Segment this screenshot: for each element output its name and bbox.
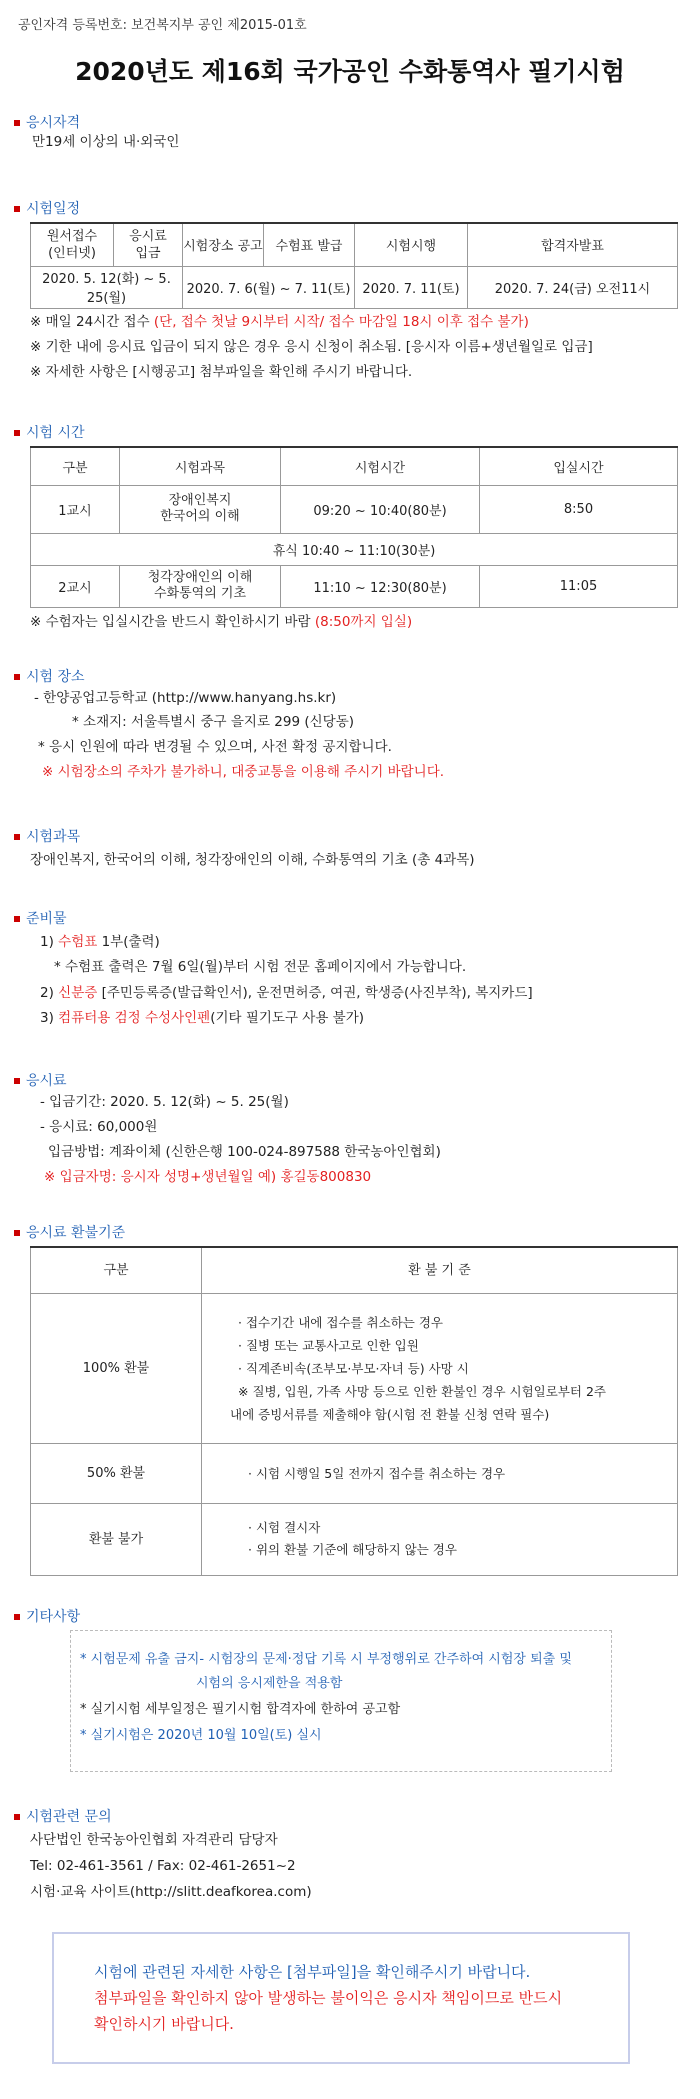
refund-100-label: 100% 환불 — [31, 1293, 202, 1443]
subjects-text: 장애인복지, 한국어의 이해, 청각장애인의 이해, 수화통역의 기초 (총 4과목) — [30, 852, 475, 868]
bullet-icon — [14, 430, 20, 436]
schedule-exam-date: 2020. 7. 11(토) — [355, 266, 468, 308]
refund-header-criteria: 환 불 기 준 — [202, 1247, 678, 1293]
place-address: * 소재지: 서울특별시 중구 을지로 299 (신당동) — [72, 714, 355, 730]
bullet-icon — [14, 1230, 20, 1236]
eligibility-text: 만19세 이상의 내·외국인 — [32, 134, 180, 150]
schedule-header-apply: 원서접수 (인터넷) — [31, 223, 114, 266]
time-header-subject: 시험과목 — [120, 447, 281, 485]
section-heading-place: 시험 장소 — [14, 666, 85, 686]
section-heading-time: 시험 시간 — [14, 422, 85, 442]
schedule-note-1: ※ 매일 24시간 접수 (단, 접수 첫날 9시부터 시작/ 접수 마감일 18시 이후 접수 불가) — [30, 314, 529, 330]
time-table — [30, 446, 678, 608]
refund-50-label: 50% 환불 — [31, 1443, 202, 1503]
section-heading-eligibility: 응시자격 — [14, 112, 80, 132]
schedule-apply-period: 2020. 5. 12(화) ~ 5. 25(월) — [31, 266, 183, 308]
schedule-header-result: 합격자발표 — [468, 223, 678, 266]
place-parking-note: ※ 시험장소의 주차가 불가하니, 대중교통을 이용해 주시기 바랍니다. — [42, 764, 445, 780]
time-subject-1: 장애인복지 한국어의 이해 — [120, 485, 281, 533]
schedule-note-3: ※ 자세한 사항은 [시행공고] 첨부파일을 확인해 주시기 바랍니다. — [30, 364, 413, 380]
contact-phone: Tel: 02-461-3561 / Fax: 02-461-2651~2 — [30, 1858, 296, 1874]
fee-depositor-note: ※ 입금자명: 응시자 성명+생년월일 예) 홍길동800830 — [44, 1169, 372, 1185]
bullet-icon — [14, 1614, 20, 1620]
schedule-header-fee: 응시료 입금 — [114, 223, 183, 266]
section-heading-contact: 시험관련 문의 — [14, 1806, 112, 1826]
schedule-header-exam: 시험시행 — [355, 223, 468, 266]
schedule-table — [30, 222, 678, 309]
bullet-icon — [14, 674, 20, 680]
time-period-2: 2교시 — [31, 565, 120, 607]
refund-none-label: 환불 불가 — [31, 1503, 202, 1575]
fee-period: - 입금기간: 2020. 5. 12(화) ~ 5. 25(월) — [40, 1094, 289, 1110]
section-heading-schedule: 시험일정 — [14, 198, 80, 218]
notice-line-3: 확인하시기 바랍니다. — [94, 2015, 234, 2033]
bullet-icon — [14, 1078, 20, 1084]
section-heading-refund: 응시료 환불기준 — [14, 1222, 125, 1242]
bullet-icon — [14, 916, 20, 922]
fee-amount: - 응시료: 60,000원 — [40, 1119, 158, 1135]
prep-ticket-note: * 수험표 출력은 7월 6일(월)부터 시험 전문 홈페이지에서 가능합니다. — [54, 959, 467, 975]
bullet-icon — [14, 120, 20, 126]
section-heading-prep: 준비물 — [14, 908, 67, 928]
notice-line-2: 첨부파일을 확인하지 않아 발생하는 불이익은 응시자 책임이므로 반드시 — [94, 1989, 563, 2007]
time-header-period: 구분 — [31, 447, 120, 485]
time-range-2: 11:10 ~ 12:30(80분) — [281, 565, 480, 607]
refund-header-type: 구분 — [31, 1247, 202, 1293]
bullet-icon — [14, 206, 20, 212]
refund-table — [30, 1246, 678, 1576]
time-subject-2: 청각장애인의 이해 수화통역의 기초 — [120, 565, 281, 607]
time-note: ※ 수험자는 입실시간을 반드시 확인하시기 바람 (8:50까지 입실) — [30, 614, 413, 630]
time-header-time: 시험시간 — [281, 447, 480, 485]
bullet-icon — [14, 834, 20, 840]
prep-item-ticket: 1) 수험표 1부(출력) — [40, 934, 160, 950]
refund-50-criteria: · 시험 시행일 5일 전까지 접수를 취소하는 경우 — [202, 1443, 678, 1503]
notice-line-1: 시험에 관련된 자세한 사항은 [첨부파일]을 확인해주시기 바랍니다. — [94, 1963, 531, 1981]
section-heading-subjects: 시험과목 — [14, 826, 80, 846]
section-heading-fee: 응시료 — [14, 1070, 67, 1090]
contact-org: 사단법인 한국농아인협회 자격관리 담당자 — [30, 1832, 278, 1848]
schedule-result-date: 2020. 7. 24(금) 오전11시 — [468, 266, 678, 308]
bullet-icon — [14, 1814, 20, 1820]
schedule-note-2: ※ 기한 내에 응시료 입금이 되지 않은 경우 응시 신청이 취소됨. [응시자 이름+생년월일로 입금] — [30, 339, 593, 355]
refund-none-criteria: · 시험 결시자 · 위의 환불 기준에 해당하지 않는 경우 — [202, 1503, 678, 1575]
section-heading-etc: 기타사항 — [14, 1606, 80, 1626]
prep-item-id: 2) 신분증 [주민등록증(발급확인서), 운전면허증, 여권, 학생증(사진부착), 복지카드] — [40, 985, 533, 1001]
time-entry-1: 8:50 — [480, 485, 678, 533]
time-header-entry: 입실시간 — [480, 447, 678, 485]
time-entry-2: 11:05 — [480, 565, 678, 607]
refund-100-criteria: · 접수기간 내에 접수를 취소하는 경우 · 질병 또는 교통사고로 인한 입원 · 직계존비속(조부모·부모·자녀 등) 사망 시 ※ 질병, 입원, 가족 사망 등으로 인한 환불인 경우 시험일로부터 2주 내에 증빙서류를 제출해야 함(시험 전 환불 신청 연락 필수) — [202, 1293, 678, 1443]
fee-method: 입금방법: 계좌이체 (신한은행 100-024-897588 한국농아인협회) — [48, 1144, 441, 1160]
page-title: 2020년도 제16회 국가공인 수화통역사 필기시험 — [75, 57, 625, 86]
registration-number: 공인자격 등록번호: 보건복지부 공인 제2015-01호 — [18, 18, 307, 33]
etc-practical-date: * 실기시험은 2020년 10월 10일(토) 실시 — [80, 1728, 322, 1743]
etc-leak-warning: * 시험문제 유출 금지- 시험장의 문제·정답 기록 시 부정행위로 간주하여 시험장 퇴출 및 — [80, 1652, 572, 1667]
schedule-header-ticket: 수험표 발급 — [264, 223, 355, 266]
time-break: 휴식 10:40 ~ 11:10(30분) — [31, 533, 678, 565]
etc-leak-warning-2: 시험의 응시제한을 적용함 — [196, 1676, 343, 1691]
schedule-notice-period: 2020. 7. 6(월) ~ 7. 11(토) — [183, 266, 355, 308]
etc-practical-schedule: * 실기시험 세부일정은 필기시험 합격자에 한하여 공고함 — [80, 1702, 401, 1717]
place-school: - 한양공업고등학교 (http://www.hanyang.hs.kr) — [34, 690, 337, 706]
schedule-header-place-notice: 시험장소 공고 — [183, 223, 264, 266]
prep-item-pen: 3) 컴퓨터용 검정 수성사인펜(기타 필기도구 사용 불가) — [40, 1010, 365, 1026]
contact-site[interactable]: 시험·교육 사이트(http://slitt.deafkorea.com) — [30, 1884, 312, 1900]
time-period-1: 1교시 — [31, 485, 120, 533]
time-range-1: 09:20 ~ 10:40(80분) — [281, 485, 480, 533]
place-change-note: * 응시 인원에 따라 변경될 수 있으며, 사전 확정 공지합니다. — [38, 739, 392, 755]
